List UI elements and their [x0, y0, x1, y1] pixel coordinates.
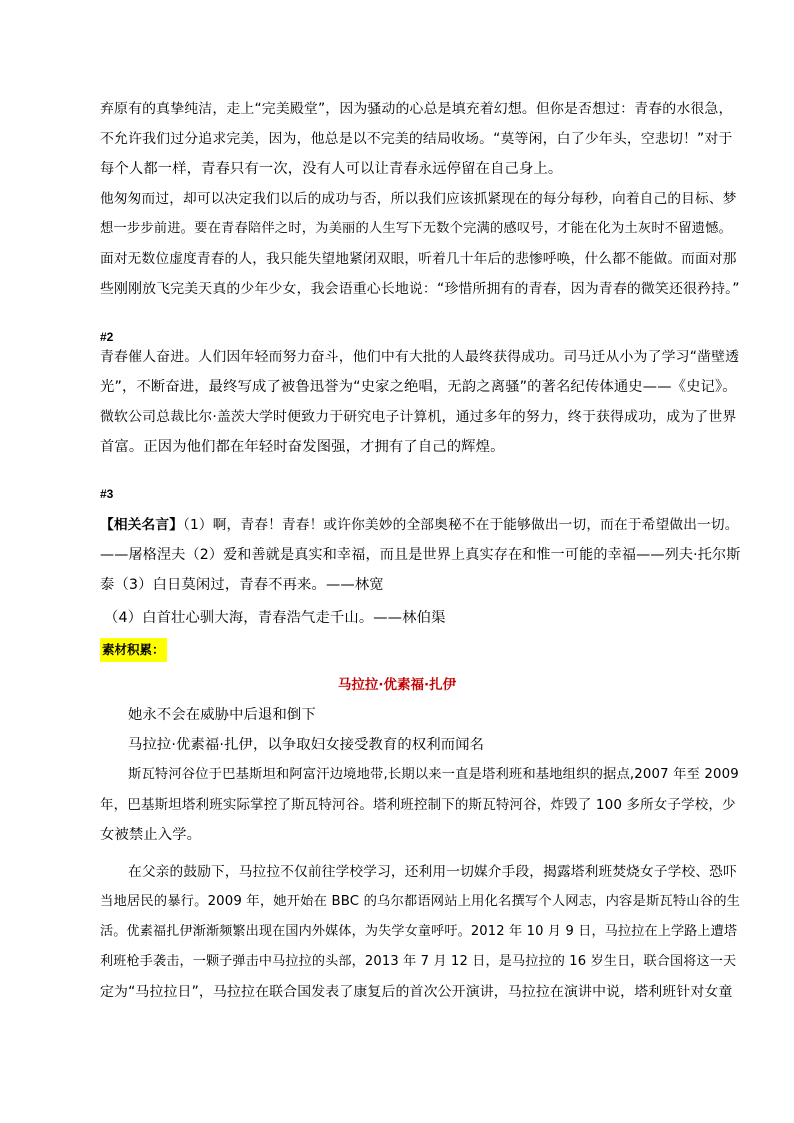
text-line: 利班枪手袭击，一颗子弹击中马拉拉的头部，2013 年 7 月 12 日，是马拉拉的 16 岁生日，联合国将这一天	[100, 954, 737, 969]
quotes-block	[100, 510, 740, 600]
text-line: 微软公司总裁比尔·盖茨大学时便致力于研究电子计算机，通过多年的努力，终于获得成功，成为了世界	[100, 409, 737, 425]
text-line: 每个人都一样，青春只有一次，没有人可以让青春永远停留在自己身上。	[100, 161, 563, 177]
paragraph-6	[100, 857, 740, 1007]
paragraph-2	[100, 184, 740, 304]
quote-line: 泰（3）白日莫闲过，青春不再来。——林宽	[100, 577, 384, 593]
text-line: 些刚刚放飞完美天真的少年少女，我会语重心长地说：“珍惜所拥有的青春，因为青春的微笑还很矜持。”	[100, 281, 740, 297]
material-tag: 素材积累：	[100, 638, 167, 662]
paragraph-3	[100, 342, 740, 462]
text-line: 活。优素福扎伊渐渐频繁出现在国内外媒体，为失学女童呼吁。2012 年 10 月 9 日，马拉拉在上学路上遭塔	[100, 924, 738, 939]
paragraph-5	[100, 700, 740, 850]
text-line: 他匆匆而过，却可以决定我们以后的成功与否，所以我们应该抓紧现在的每分每秒，向着自己的目标、梦	[100, 191, 737, 207]
text-line: 想一步步前进。要在青春陪伴之时，为美丽的人生写下无数个完满的感叹号，才能在化为土灰时不留遗憾。	[100, 221, 733, 236]
quote-line	[100, 510, 740, 540]
text-line: 年，巴基斯坦塔利班实际掌控了斯瓦特河谷。塔利班控制下的斯瓦特河谷，炸毁了 100 多所女子学校，少	[100, 797, 736, 813]
text-line: 定为“马拉拉日”，马拉拉在联合国发表了康复后的首次公开演讲，马拉拉在演讲中说，塔利班针对女童	[100, 984, 733, 1000]
text-line: 她永不会在威胁中后退和倒下	[128, 707, 316, 723]
text-line: 首富。正因为他们都在年轻时奋发图强，才拥有了自己的辉煌。	[100, 439, 505, 455]
text-line: 当地居民的暴行。2009 年，她开始在 BBC 的乌尔都语网站上用化名撰写个人网志，内容是斯瓦特山谷的生	[100, 894, 740, 909]
quote-4	[100, 603, 740, 633]
text-line: 弃原有的真挚纯洁，走上“完美殿堂”，因为骚动的心总是填充着幻想。但你是否想过：青春的水很急，	[100, 101, 733, 117]
text-line: 青春催人奋进。人们因年轻而努力奋斗，他们中有大批的人最终获得成功。司马迁从小为了学习“凿壁透	[100, 349, 740, 365]
paragraph-1	[100, 94, 740, 184]
section-subtitle: 马拉拉·优素福·扎伊	[337, 677, 457, 693]
text-line: 女被禁止入学。	[100, 827, 202, 843]
quotes-label: 【相关名言】	[100, 517, 184, 533]
text-line: 面对无数位虚度青春的人，我只能失望地紧闭双眼，听着几十年后的悲惨呼唤，什么都不能做。而面对那	[100, 251, 737, 267]
quote-text: （1）啊，青春！青春！或许你美妙的全部奥秘不在于能够做出一切，而在于希望做出一切。	[183, 517, 739, 533]
text-line: 不允许我们过分追求完美，因为，他总是以不完美的结局收场。“莫等闲，白了少年头，空悲切！”对于	[100, 131, 733, 147]
text-line: 光”，不断奋进，最终写成了被鲁迅誉为“史家之绝唱，无韵之离骚”的著名纪传体通史——《史记》。	[100, 379, 737, 395]
quote-line: ——屠格涅夫（2）爱和善就是真实和幸福，而且是世界上真实存在和惟一可能的幸福——列夫·托尔斯	[100, 547, 740, 563]
section-marker-3: #3	[100, 487, 114, 501]
text-line: 马拉拉·优素福·扎伊，以争取妇女接受教育的权利而闻名	[128, 737, 485, 753]
text-line: 在父亲的鼓励下，马拉拉不仅前往学校学习，还利用一切媒介手段，揭露塔利班焚烧女子学校、恐吓	[128, 864, 737, 880]
section-marker-2: #2	[100, 330, 114, 344]
text-line: 斯瓦特河谷位于巴基斯坦和阿富汗边境地带,长期以来一直是塔利班和基地组织的据点,2007 年至 2009	[128, 767, 739, 782]
quote-line: （4）白首壮心驯大海，青春浩气走千山。——林伯渠	[104, 610, 446, 626]
